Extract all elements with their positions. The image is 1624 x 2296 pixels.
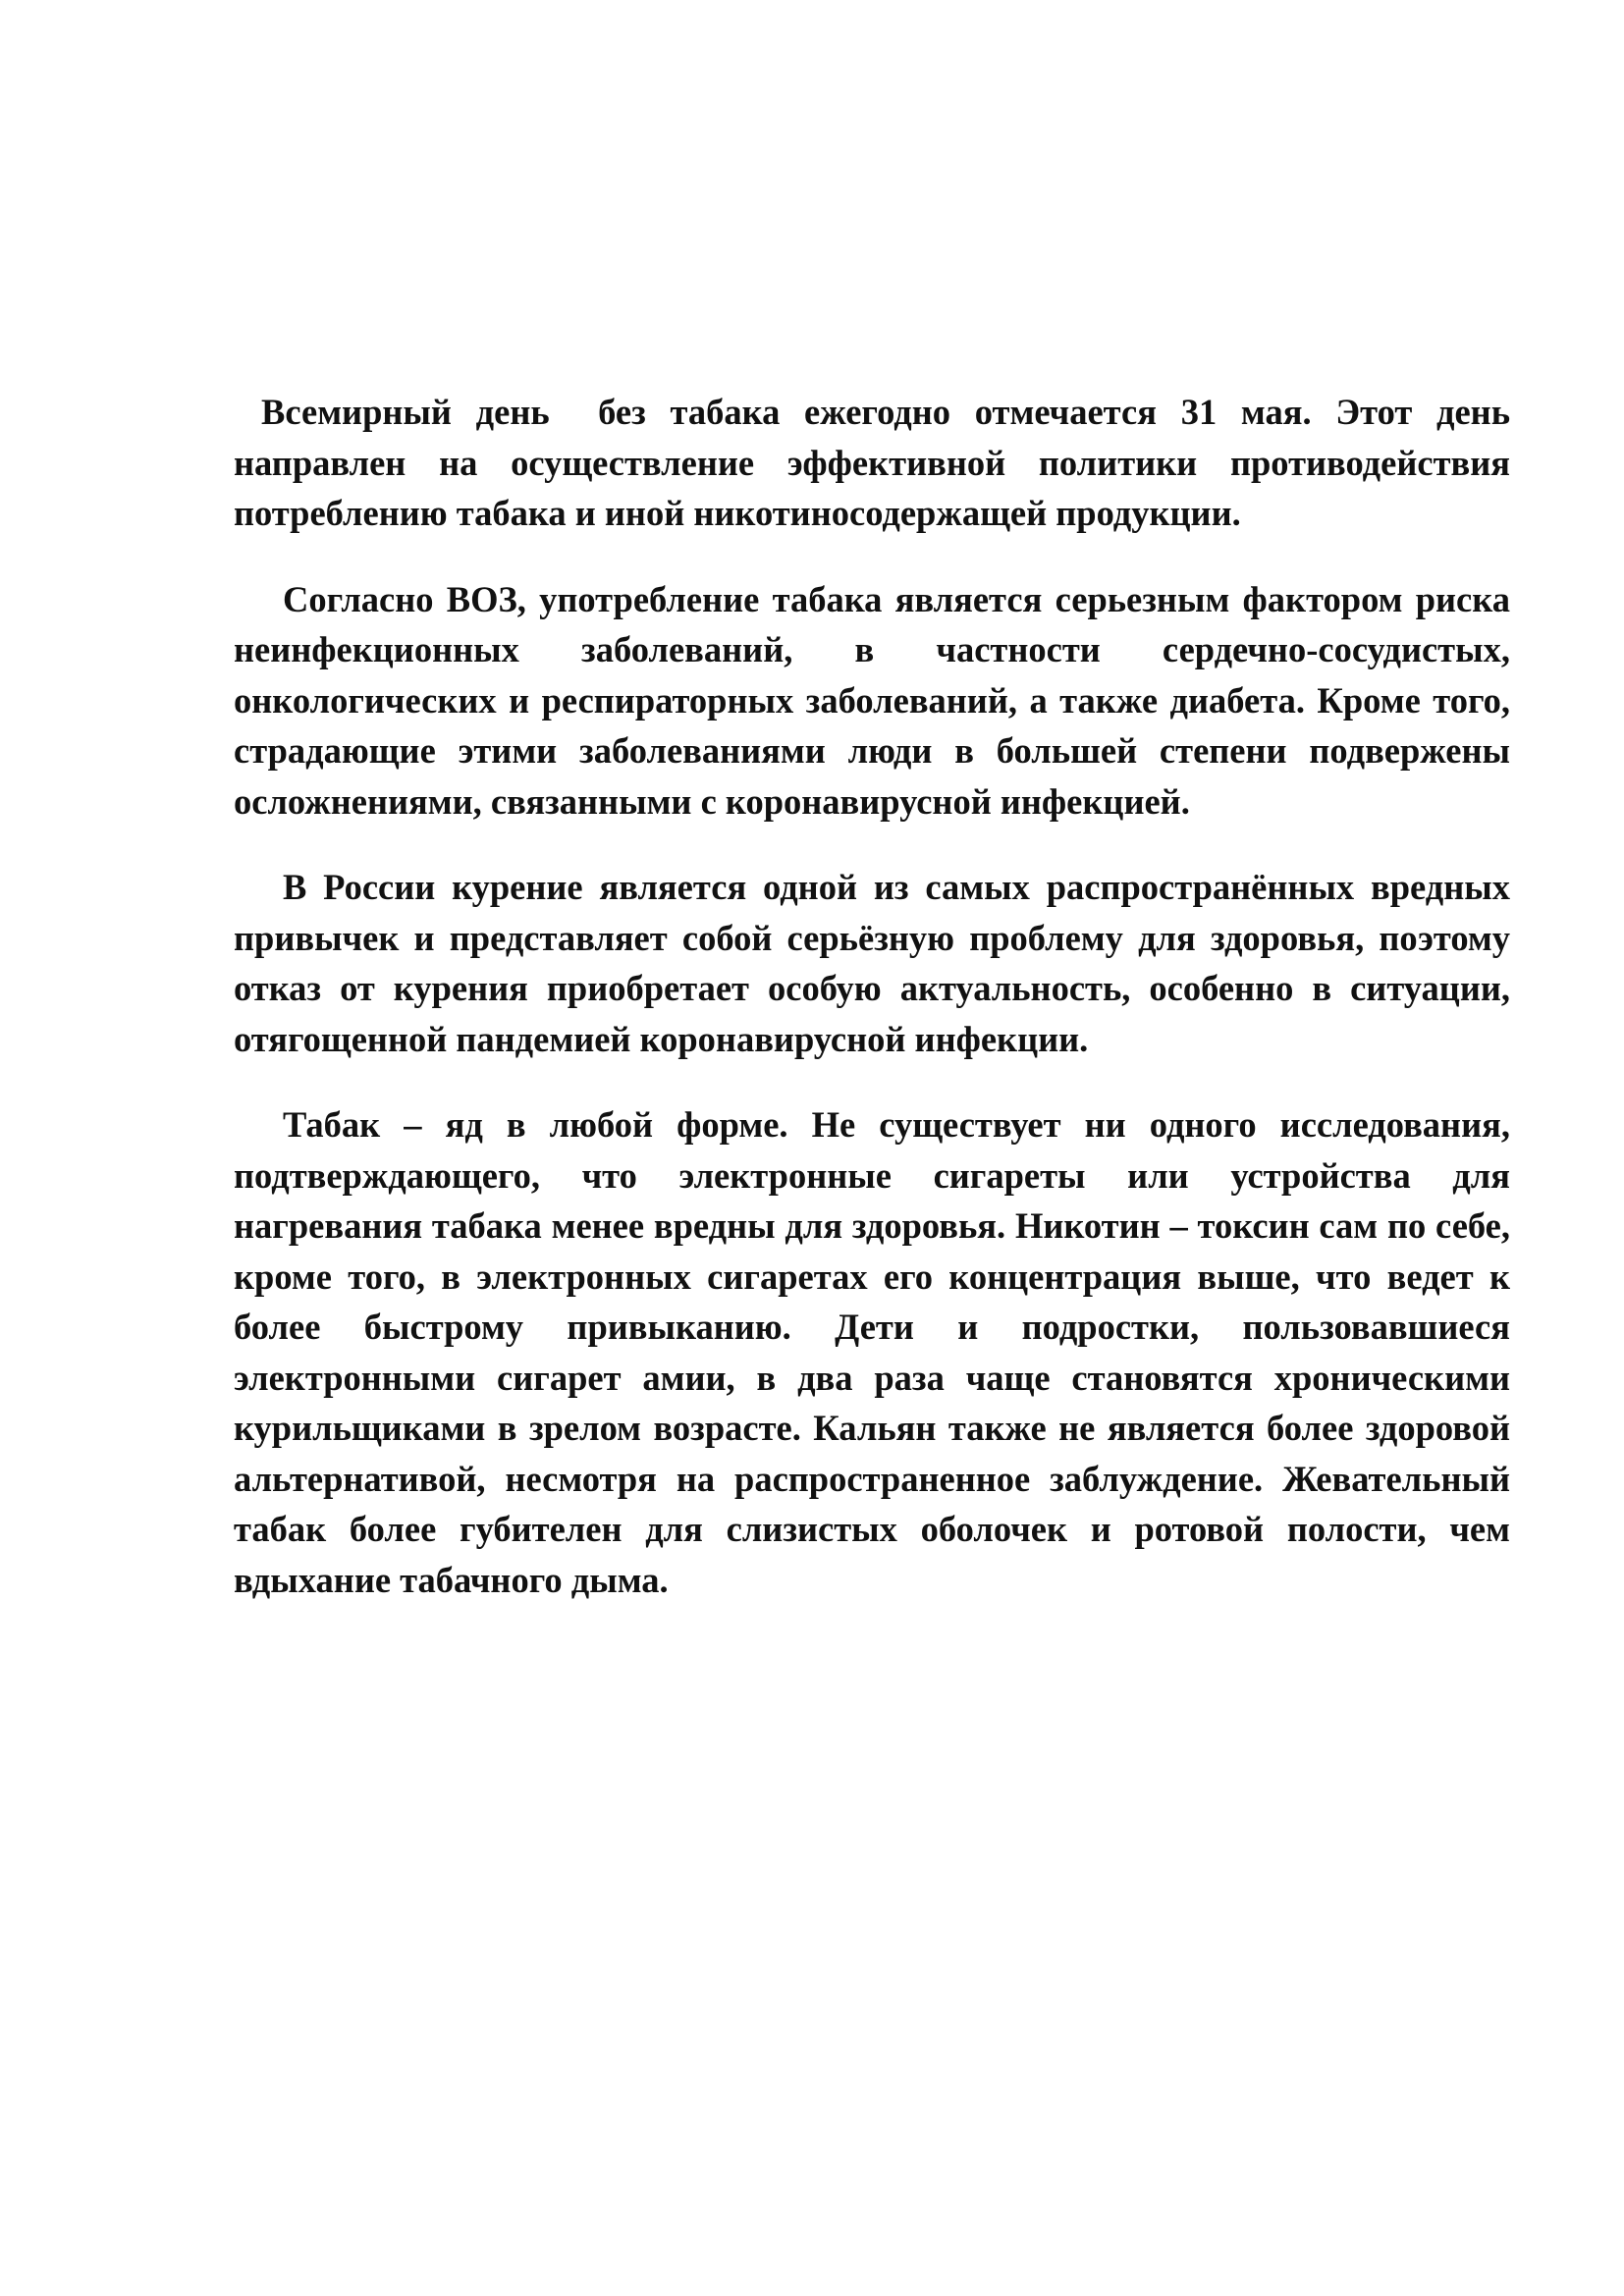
- paragraph-world-no-tobacco-day: Всемирный день без табака ежегодно отмечается 31 мая. Этот день направлен на осуществление эффективной политики противодействия потреблению табака и иной никотиносодержащей продукции.: [234, 392, 1520, 533]
- paragraph-tobacco-is-poison: Табак – яд в любой форме. Не существует ни одного исследования, подтверждающего, что электронные сигареты или устройства для нагревания табака менее вредны для здоровья. Никотин – токсин сам по себе, кроме того, в электронных сигаретах его концентрация выше, что ведет к более быстрому привыканию. Дети и подростки, пользовавшиеся электронными сигарет амии, в два раза чаще становятся хроническими курильщиками в зрелом возрасте. Кальян также не является более здоровой альтернативой, несмотря на распространенное заблуждение. Жевательный табак более губителен для слизистых оболочек и ротовой полости, чем вдыхание табачного дыма.: [234, 1104, 1520, 1600]
- paragraph-who-risk-factor: Согласно ВОЗ, употребление табака является серьезным фактором риска неинфекционных заболеваний, в частности сердечно-сосудистых, онкологических и респираторных заболеваний, а также диабета. Кроме того, страдающие этими заболеваниями люди в большей степени подвержены осложнениями, связанными с коронавирусной инфекцией.: [234, 578, 1520, 822]
- paragraph-smoking-in-russia: В России курение является одной из самых распространённых вредных привычек и представляет собой серьёзную проблему для здоровья, поэтому отказ от курения приобретает особую актуальность, особенно в ситуации, отягощенной пандемией коронавирусной инфекции.: [234, 867, 1520, 1059]
- document-body: [234, 387, 1520, 1605]
